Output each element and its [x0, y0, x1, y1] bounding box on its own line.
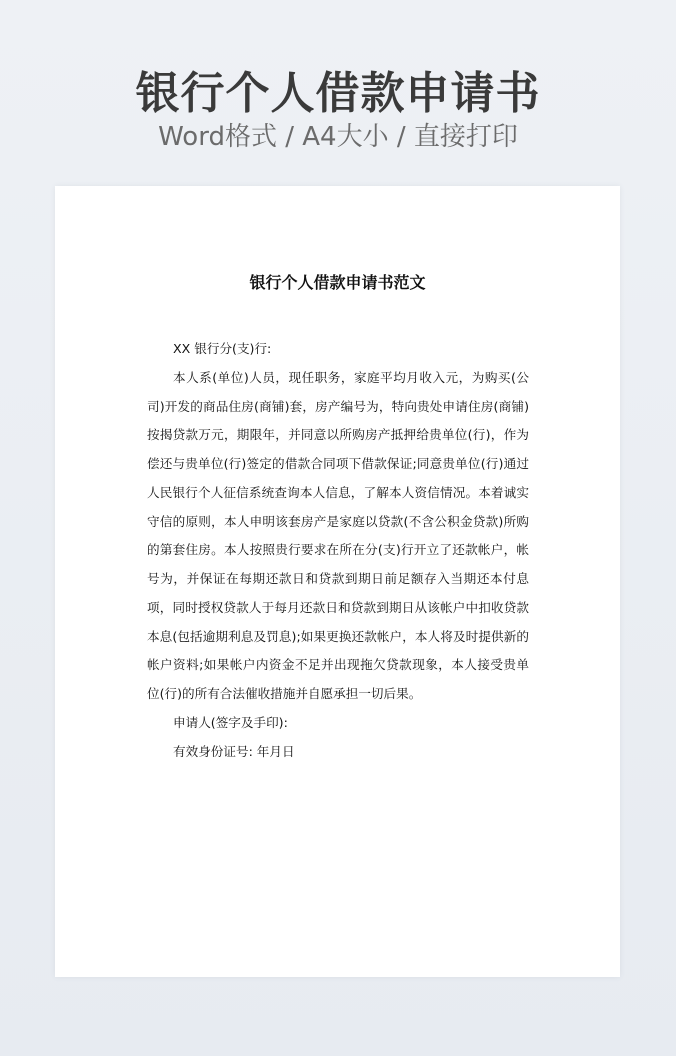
banner-title: 银行个人借款申请书 [135, 68, 541, 119]
document-page [55, 186, 620, 977]
document-title: 银行个人借款申请书范文 [249, 273, 426, 292]
body-paragraph: 本人系(单位)人员，现任职务，家庭平均月收入元，为购买(公司)开发的商品住房(商铺)套，房产编号为，特向贵处申请住房(商铺)按揭贷款万元，期限年，并同意以所购房产抵押给贵单位(行)，作为偿还与贵单位(行)签定的借款合同项下借款保证;同意贵单位(行)通过人民银行个人征信系统查询本人信息，了解本人资信情况。本着诚实守信的原则，本人申明该套房产是家庭以贷款(不含公积金贷款)所购的第套住房。本人按照贵行要求在所在分(支)行开立了还款帐户，帐号为，并保证在每期还款日和贷款到期日前足额存入当期还本付息项，同时授权贷款人于每月还款日和贷款到期日从该帐户中扣收贷款本息(包括逾期利息及罚息);如果更换还款帐户，本人将及时提供新的帐户资料;如果帐户内资金不足并出现拖欠贷款现象，本人接受贵单位(行)的所有合法催收措施并自愿承担一切后果。 [147, 369, 529, 701]
id-date-line: 有效身份证号: 年月日 [173, 743, 295, 759]
applicant-line: 申请人(签字及手印): [173, 714, 288, 730]
document-body [147, 335, 529, 766]
salutation: XX 银行分(支)行: [173, 341, 272, 356]
banner-subtitle: Word格式 / A4大小 / 直接打印 [158, 122, 518, 152]
